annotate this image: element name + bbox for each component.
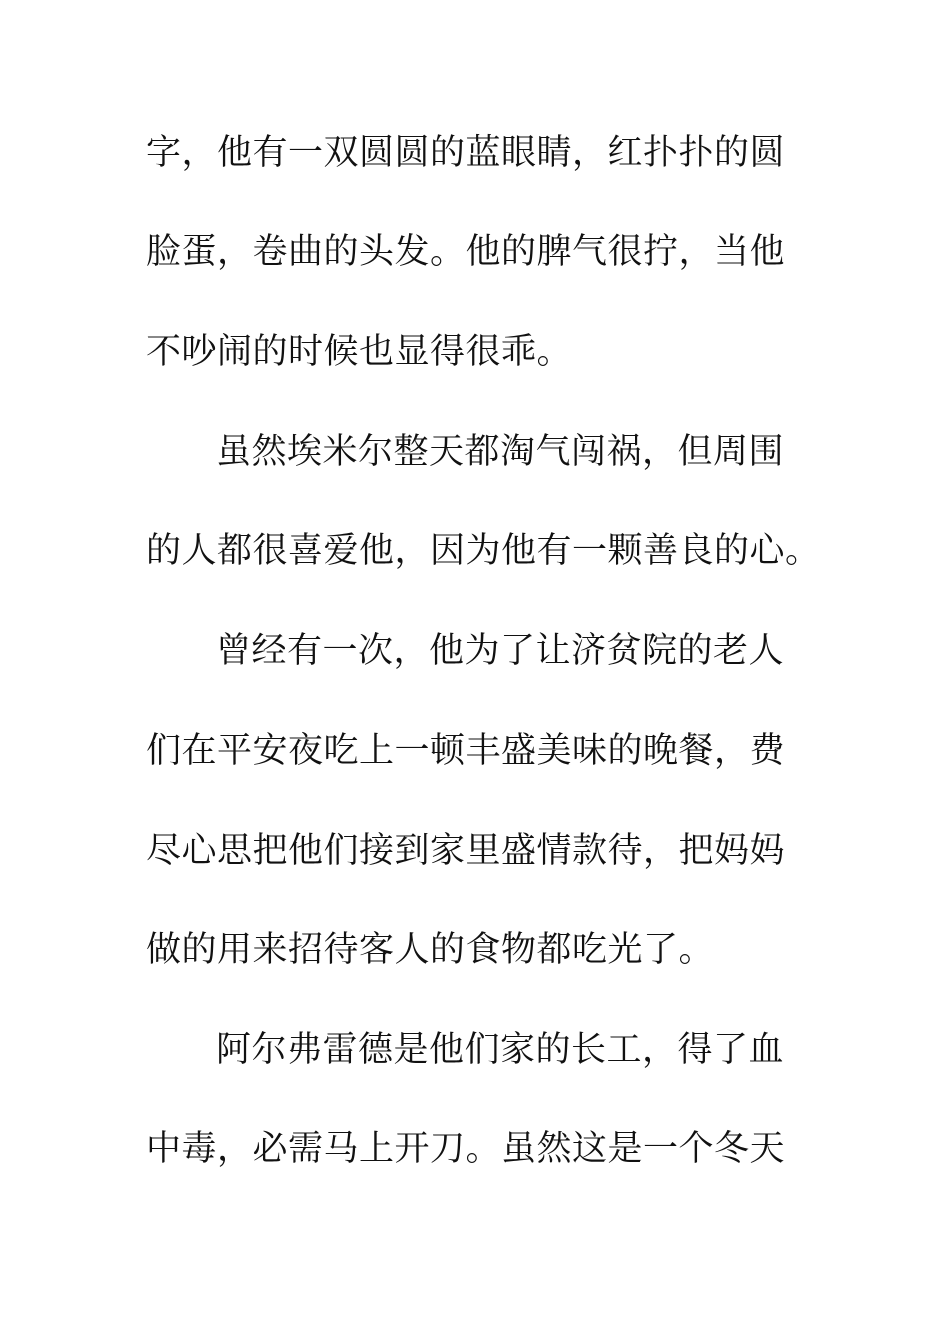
text-line: 脸蛋，卷曲的头发。他的脾气很拧，当他 — [146, 232, 786, 272]
text-line: 中毒，必需马上开刀。虽然这是一个冬天 — [146, 1129, 786, 1169]
paragraph-first-line: 曾经有一次，他为了让济贫院的老人 — [216, 631, 785, 671]
text-line: 做的用来招待客人的食物都吃光了。 — [146, 930, 715, 970]
text-line: 的人都很喜爱他，因为他有一颗善良的心。 — [146, 531, 821, 571]
text-line: 字，他有一双圆圆的蓝眼睛，红扑扑的圆 — [146, 133, 786, 173]
text-line: 尽心思把他们接到家里盛情款待，把妈妈 — [146, 831, 786, 871]
paragraph-first-line: 虽然埃米尔整天都淘气闯祸，但周围 — [216, 432, 785, 472]
paragraph-first-line: 阿尔弗雷德是他们家的长工，得了血 — [216, 1030, 785, 1070]
text-line: 们在平安夜吃上一顿丰盛美味的晚餐，费 — [146, 731, 786, 771]
text-line: 不吵闹的时候也显得很乖。 — [146, 332, 573, 372]
